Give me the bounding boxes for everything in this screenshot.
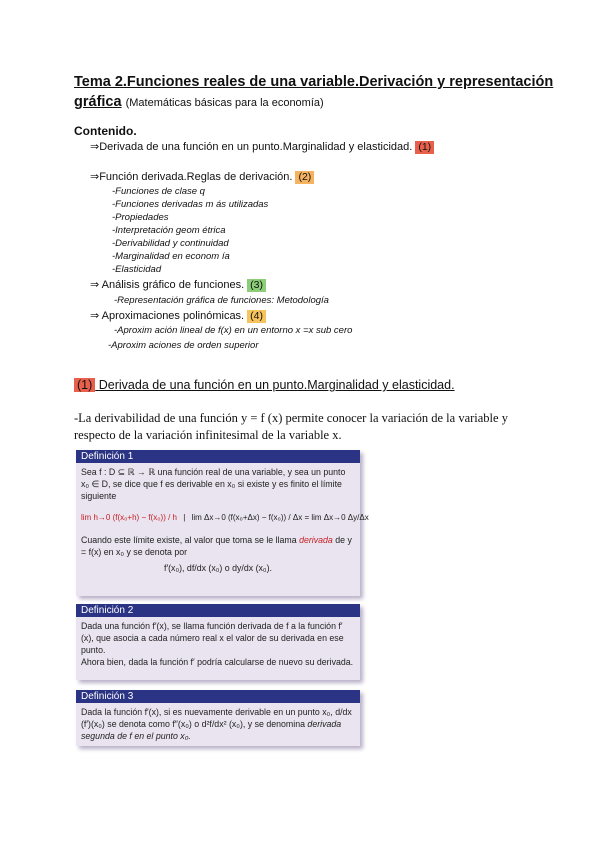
- contents-item-2: ⇒Función derivada.Reglas de derivación. (2): [90, 170, 314, 184]
- badge-2: (2): [295, 171, 314, 184]
- formula-separator: |: [183, 513, 186, 522]
- definition-text: Ahora bien, dada la función f′ podría calcularse de nuevo su derivada.: [81, 657, 354, 667]
- section-title: Derivada de una función en un punto.Marginalidad y elasticidad.: [95, 378, 455, 392]
- highlight-derivada: derivada: [299, 535, 333, 545]
- badge-4: (4): [247, 310, 266, 323]
- definition-text: Cuando este límite existe, al valor que toma se le llama derivada de y = f(x) en x₀ y se denota por: [81, 535, 352, 557]
- subitem: -Aproxim aciones de orden superior: [108, 340, 259, 351]
- definition-text: Sea f : D ⊆ ℝ → ℝ una función real de una variable, y sea un punto x₀ ∈ D, se dice que f es derivable en x₀ si existe y es finito el límite siguiente: [81, 467, 346, 501]
- definition-text: Dada una función f′(x), se llama función derivada de f a la función f′(x), que asocia a cada número real x el valor de su derivada en ese punto.: [81, 621, 344, 655]
- subitem: -Aproxim ación lineal de f(x) en un entorno x =x sub cero: [114, 325, 353, 336]
- section-badge: (1): [74, 378, 95, 392]
- subitem: -Funciones de clase q: [112, 186, 205, 197]
- subitem: -Propiedades: [112, 212, 169, 223]
- definition-header: Definición 1: [76, 450, 360, 463]
- subitem: -Derivabilidad y continuidad: [112, 238, 229, 249]
- contents-heading: Contenido.: [74, 124, 137, 138]
- subitem: -Marginalidad en econom ía: [112, 251, 230, 262]
- formula-right: lim Δx→0 (f(x₀+Δx) − f(x₀)) / Δx = lim Δx→0 Δy/Δx: [191, 513, 369, 522]
- contents-item-4: ⇒ Aproximaciones polinómicas. (4): [90, 309, 266, 323]
- definition-header: Definición 3: [76, 690, 360, 703]
- definition-box-1: [76, 450, 369, 596]
- intro-paragraph: -La derivabilidad de una función y = f (x) permite conocer la variación de la variable y respecto de la variación infinitesimal de la variable x.: [74, 411, 508, 442]
- definition-emphasis: derivada segunda de f en el punto x₀.: [81, 719, 342, 741]
- definition-text: Dada la función f′(x), si es nuevamente derivable en un punto x₀, d/dx (f′)(x₀) se denota como f″(x₀) o d²f/dx² (x₀), y se denomina: [81, 707, 352, 729]
- subitem: -Representación gráfica de funciones: Metodología: [114, 295, 329, 306]
- title-subtitle: (Matemáticas básicas para la economía): [125, 97, 324, 109]
- subitem: -Interpretación geom étrica: [112, 225, 226, 236]
- contents-item-1: ⇒Derivada de una función en un punto.Marginalidad y elasticidad. (1): [90, 140, 434, 154]
- notation: f′(x₀), df/dx (x₀) o dy/dx (x₀).: [164, 563, 272, 573]
- limit-formula: [81, 512, 369, 524]
- contents-item-3: ⇒ Análisis gráfico de funciones. (3): [90, 278, 266, 292]
- badge-3: (3): [247, 279, 266, 292]
- subitem: -Elasticidad: [112, 264, 162, 275]
- document-title: [74, 72, 574, 113]
- definition-box-2: [76, 604, 360, 680]
- definition-box-3: [76, 690, 360, 746]
- section-heading: [74, 378, 455, 392]
- title-main: Tema 2.Funciones reales de una variable.Derivación y representación gráfica: [74, 74, 554, 110]
- formula-left: lim h→0 (f(x₀+h) − f(x₀)) / h: [81, 513, 177, 522]
- definition-header: Definición 2: [76, 604, 360, 617]
- subitem: -Funciones derivadas m ás utilizadas: [112, 199, 269, 210]
- badge-1: (1): [415, 141, 434, 154]
